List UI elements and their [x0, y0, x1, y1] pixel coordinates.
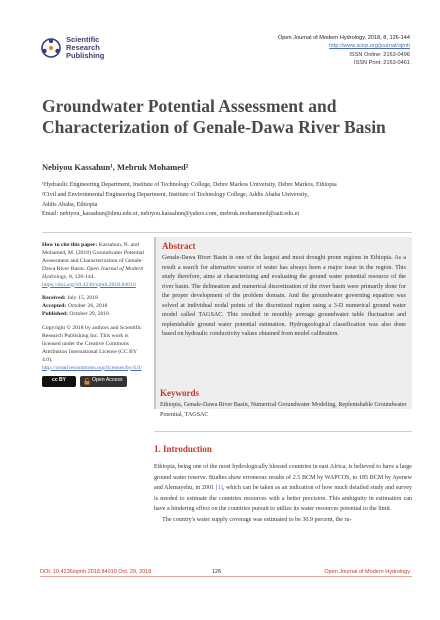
page-number: 126 [212, 569, 222, 575]
author-emails: Email: nebiyou_kassahun@dmu.edu.et, nebiyou.kassahun@yahoo.com, mebruk.mohammed@aait.edu.et [42, 211, 300, 218]
footer-journal: Open Journal of Modern Hydrology [324, 569, 410, 575]
affiliation-1: ¹Hydraulic Engineering Department, Institute of Technology College, Debre Markos University, Debre Markos, Ethiopia [42, 182, 337, 188]
doi-link[interactable]: https://doi.org/10.4236/ojmh.2018.84010 [42, 281, 136, 288]
journal-citation: Open Journal of Modern Hydrology, 2018, 8, 126-144 [277, 35, 410, 41]
how-to-cite: How to cite this paper: Kassahun, N. and Mohamed, M. (2018) Groundwater Potential Assessment and Characterization of Genale-Dawa River Basin. Open Journal of Modern Hydrology, 8, 126-144. https://doi.org/10.4236/ojmh.2018.84010 [42, 242, 145, 288]
article-sidebar [42, 242, 148, 393]
license-link[interactable]: http://creativecommons.org/licenses/by/4.0/ [42, 364, 142, 371]
journal-url-link[interactable]: http://www.scirp.org/journal/ojmh [329, 43, 410, 50]
affiliations [42, 181, 412, 220]
reference-link[interactable]: [1] [215, 485, 223, 491]
publisher-logo-icon [40, 37, 62, 59]
page-footer [0, 564, 440, 580]
keywords-text: Ethiopia, Genale-Dawa River Basin, Numerical Groundwater Modeling, Replenishable Groundwater Potential, TAGSAC [160, 402, 407, 418]
introduction-paragraph-2: The country's water supply coverage was estimated to be 30.9 percent, the ru- [162, 516, 352, 523]
cc-by-badge[interactable]: cc BY [42, 376, 76, 387]
footer-doi: DOI: 10.4236/ojmh.2018.84010 Oct. 29, 2018 [40, 569, 152, 575]
introduction-heading: 1. Introduction [154, 444, 212, 454]
author-list: Nebiyou Kassahun¹, Mebruk Mohamed² [42, 162, 189, 172]
copyright-notice: Copyright © 2018 by authors and Scientific Research Publishing Inc. This work is licensed under the Creative Commons Attribution International License (CC BY 4.0). http://creativecommons.org/licenses/by/4.0/ cc BY Open Access [42, 325, 148, 386]
affiliation-2: ²Civil and Environmental Engineering Department, Institute of Technology College, Addis Ababa University, [42, 191, 309, 198]
publisher-logo [40, 36, 104, 61]
affiliation-2-city: Addis Ababa, Ethiopia [42, 201, 98, 208]
introduction-paragraph-1: Ethiopia, being one of the most hydrologically blessed countries in east Africa, is believed to have a large ground water reserve. Studies show erroneous results of 2.5 BCM by WAPCOS, to 185 BCM by Ayenew and Alemayehu, in 2001 [1], which can be taken as an indication of how much detailed study and survey is needed to estimate the countries resources with a better precision. This ambiguity in estimation can have a hindering effect on the countries pursuit to utilize its water resources potential to the limit. [154, 464, 412, 512]
header-divider [42, 232, 412, 233]
publisher-name: Scientific Research Publishing [66, 35, 105, 61]
keywords-heading: Keywords [160, 388, 199, 398]
abstract-box [154, 237, 412, 409]
issn-online: ISSN Online: 2163-0496 [349, 51, 410, 58]
paper-title: Groundwater Potential Assessment and Characterization of Genale-Dawa River Basin [42, 96, 386, 137]
open-lock-icon [84, 378, 90, 385]
open-access-badge[interactable]: Open Access [80, 376, 127, 387]
abstract-heading: Abstract [162, 241, 196, 251]
article-dates: Received: July 15, 2018 Accepted: October 26, 2018 Published: October 29, 2018 [42, 295, 109, 318]
abstract-text: Genale-Dawa River Basin is one of the largest and most drought prone regions in Ethiopia. As a result a search for alternative source of water has always been a major issue in the region. This study therefore, aims at characterizing and evaluating the ground water potential resource of the river basin. The delineation and numerical discretization of the river basin were primarily done for the proper development of the problem domain. And the groundwater governing equation was solved at individual nodal points of the discretized region using a 3-D numerical ground water model called TAGSAC. This resulted in monthly average groundwater table fluctuation and replenishable ground water potential estimation. Hydrogeological classification was also done based on hydraulic conductivity values obtained from model calibration. [162, 255, 406, 337]
keywords-divider [154, 431, 412, 432]
introduction-section [154, 444, 412, 525]
journal-info [278, 34, 410, 67]
issn-print: ISSN Print: 2163-0461 [354, 59, 410, 66]
keywords-section [160, 388, 410, 420]
